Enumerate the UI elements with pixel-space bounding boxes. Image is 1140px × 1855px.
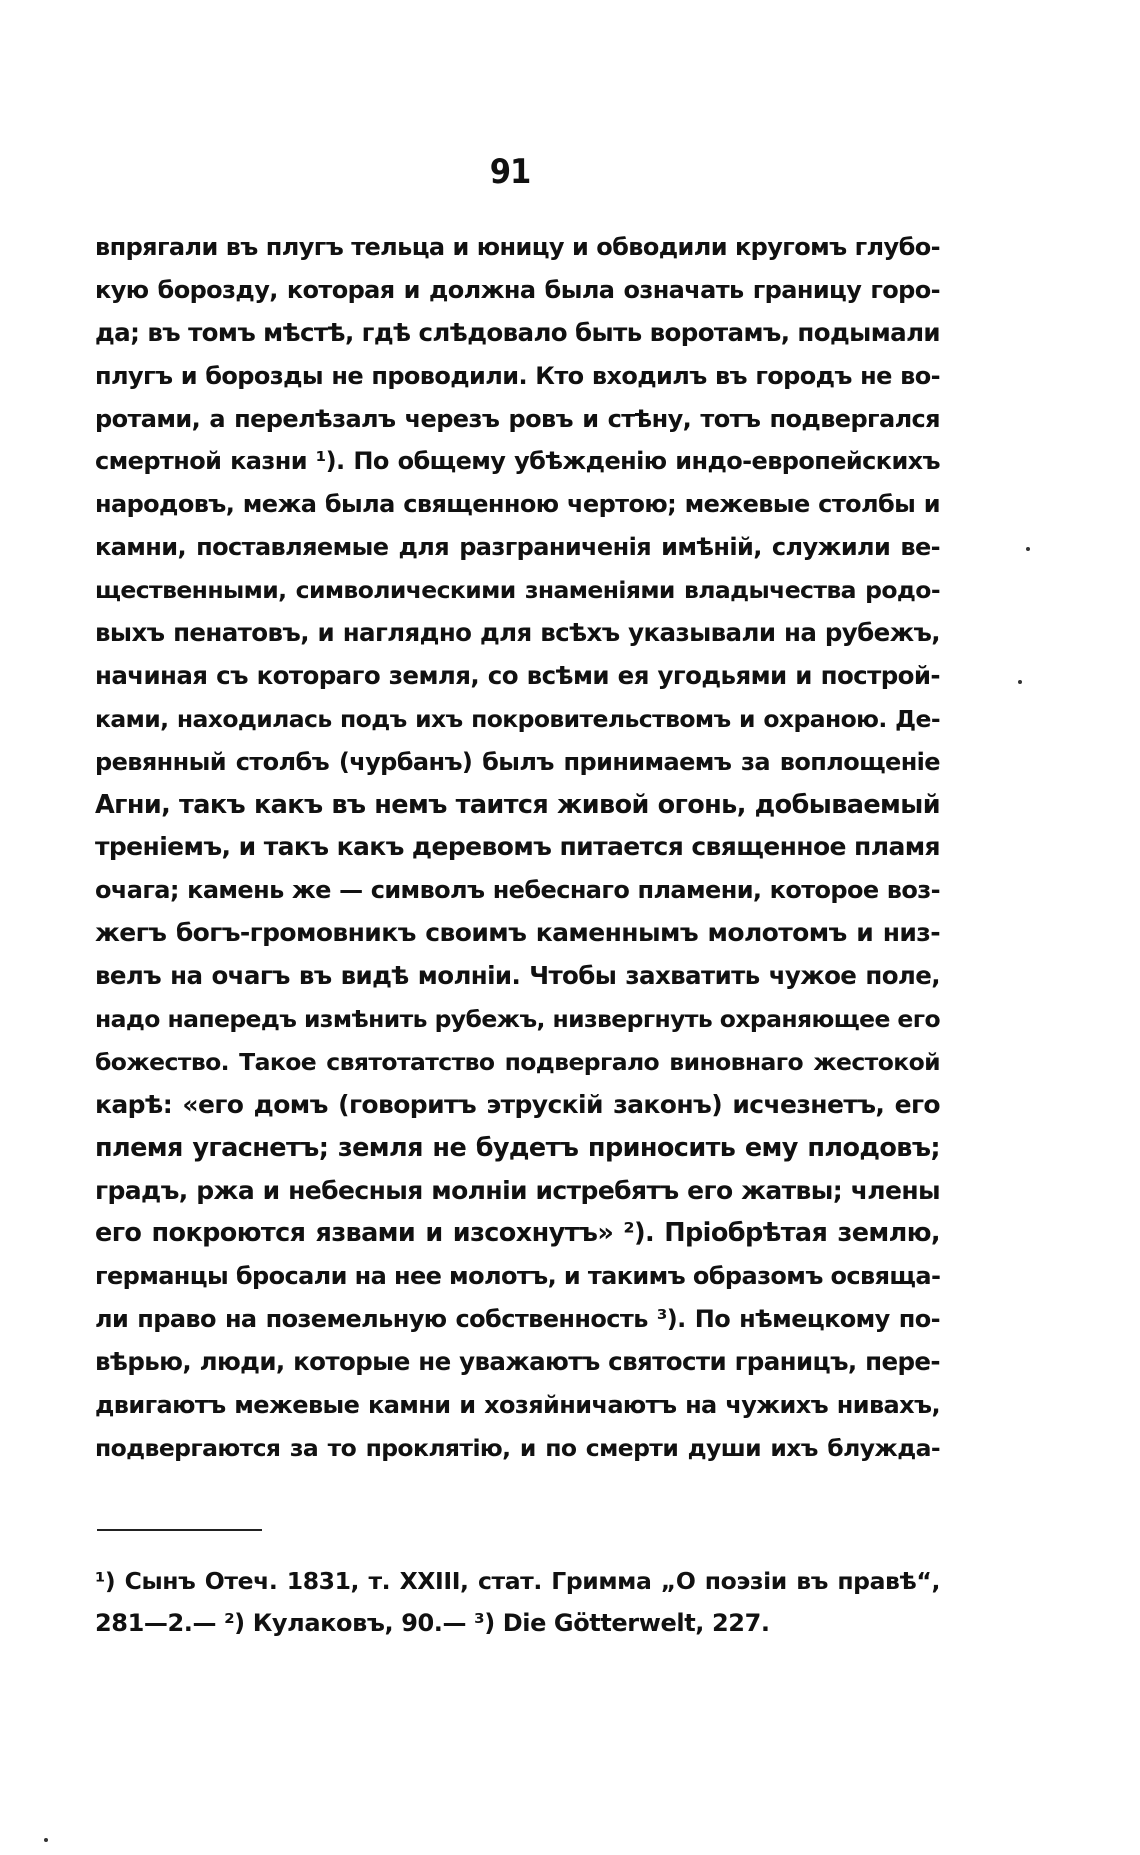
text-line: велъ на очагъ въ видѣ молніи. Чтобы захватить чужое поле, [95, 961, 940, 991]
footnotes [95, 1560, 940, 1644]
text-line: карѣ: «его домъ (говоритъ этрускій законъ) исчезнетъ, его [95, 1089, 940, 1119]
footnote-line: ¹) Сынъ Отеч. 1831, т. XXIII, стат. Гримма „О поэзіи въ правѣ“, [95, 1567, 940, 1595]
body-text [95, 226, 940, 1470]
scan-speck [44, 1838, 48, 1842]
text-line: ротами, а перелѣзалъ черезъ ровъ и стѣну, тотъ подвергался [95, 404, 940, 433]
text-line: щественными, символическими знаменіями владычества родо- [95, 576, 940, 605]
text-line: ли право на поземельную собственность ³). По нѣмецкому по- [95, 1305, 940, 1334]
text-line: впрягали въ плугъ тельца и юницу и обводили кругомъ глубо- [95, 233, 940, 261]
text-line: надо напередъ измѣнить рубежъ, низвергнуть охраняющее его [95, 1005, 940, 1034]
text-line: подвергаются за то проклятію, и по смерти души ихъ блужда- [95, 1433, 940, 1462]
text-line: плугъ и борозды не проводили. Кто входилъ въ городъ не во- [95, 361, 940, 390]
text-line: вѣрью, люди, которые не уважаютъ святости границъ, пере- [95, 1347, 940, 1377]
text-line: народовъ, межа была священною чертою; межевые столбы и [95, 490, 940, 519]
scan-speck [1018, 680, 1022, 684]
footnote-line: 281—2.— ²) Кулаковъ, 90.— ³) Die Götterwelt, 227. [95, 1609, 770, 1637]
text-line: камни, поставляемые для разграниченія имѣній, служили ве- [95, 533, 940, 562]
text-line: треніемъ, и такъ какъ деревомъ питается священное пламя [95, 832, 940, 862]
text-line: двигаютъ межевые камни и хозяйничаютъ на чужихъ нивахъ, [95, 1391, 940, 1420]
text-line: очага; камень же — символъ небеснаго пламени, которое воз- [95, 876, 940, 905]
text-line: божество. Такое святотатство подвергало виновнаго жестокой [95, 1047, 940, 1076]
text-line: да; въ томъ мѣстѣ, гдѣ слѣдовало быть воротамъ, подымали [95, 317, 940, 347]
text-line: смертной казни ¹). По общему убѣжденію индо-европейскихъ [95, 447, 940, 476]
text-line: ками, находилась подъ ихъ покровительствомъ и охраною. Де- [95, 704, 940, 733]
page-number: 91 [489, 152, 531, 192]
text-line: градъ, ржа и небесныя молніи истребятъ его жатвы; члены [95, 1175, 940, 1205]
text-line: Агни, такъ какъ въ немъ таится живой огонь, добываемый [95, 789, 940, 820]
text-line: его покроются язвами и изсохнутъ» ²). Пріобрѣтая землю, [95, 1218, 940, 1249]
text-line: выхъ пенатовъ, и наглядно для всѣхъ указывали на рубежъ, [95, 618, 940, 648]
text-line: германцы бросали на нее молотъ, и такимъ образомъ освяща- [95, 1262, 941, 1291]
footnote-rule [97, 1529, 262, 1531]
text-line: ревянный столбъ (чурбанъ) былъ принимаемъ за воплощеніе [95, 747, 940, 776]
text-line: начиная съ котораго земля, со всѣми ея угодьями и построй- [95, 660, 940, 690]
text-line: кую борозду, которая и должна была означать границу горо- [95, 275, 940, 304]
text-line: жегъ богъ-громовникъ своимъ каменнымъ молотомъ и низ- [95, 918, 940, 948]
text-line: племя угаснетъ; земля не будетъ приносить ему плодовъ; [95, 1132, 940, 1163]
scan-speck [1026, 547, 1030, 551]
